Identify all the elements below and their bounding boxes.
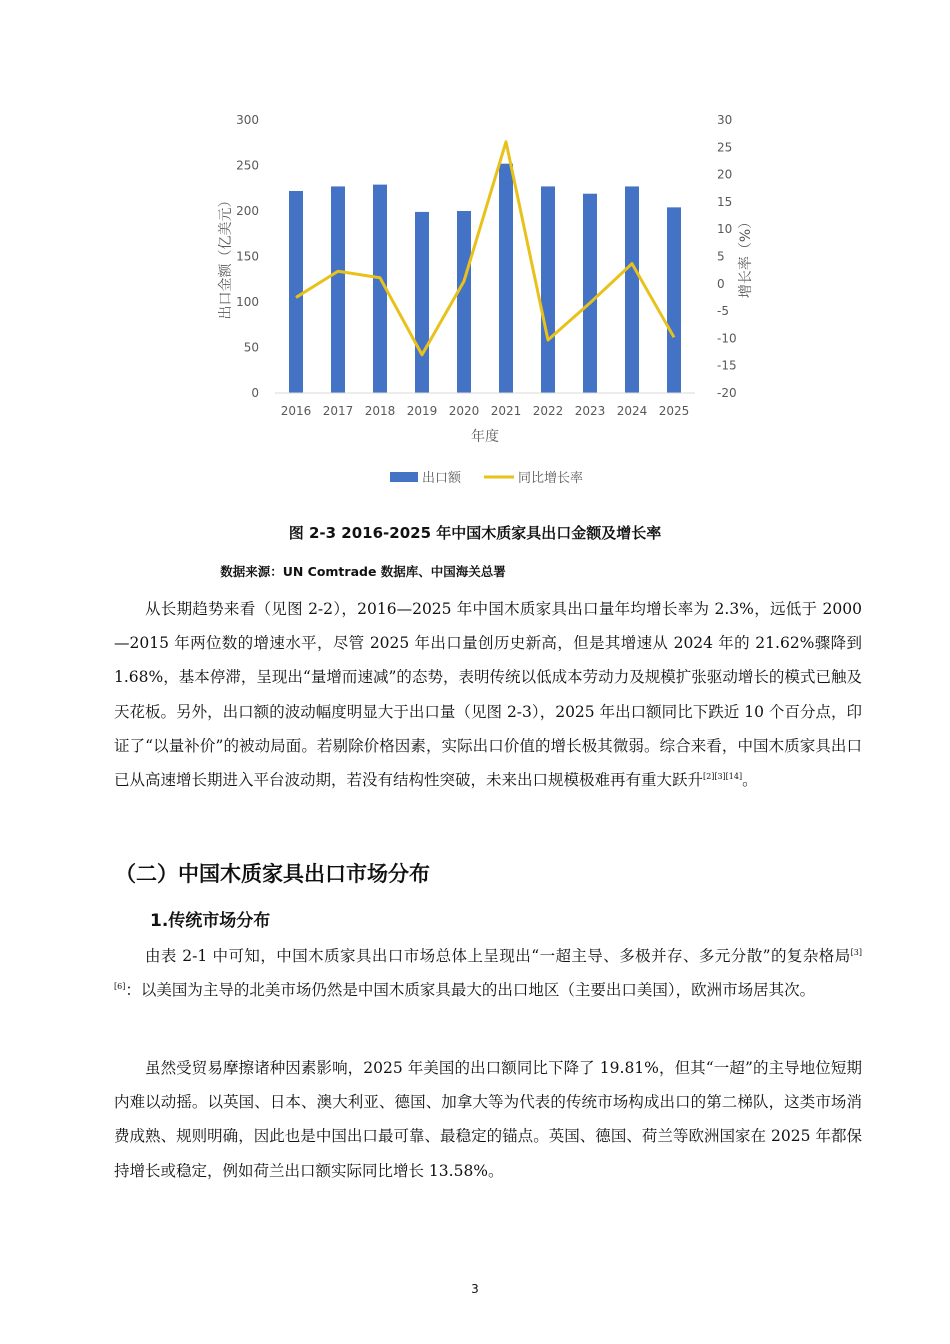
chart-legend bbox=[390, 470, 583, 486]
y2-tick-label: 15 bbox=[717, 194, 733, 209]
paragraph-end: 。 bbox=[742, 771, 758, 790]
export-chart bbox=[200, 100, 760, 500]
paragraph-trend bbox=[114, 592, 862, 797]
bar bbox=[499, 164, 513, 393]
paragraph-text: 从长期趋势来看（见图 2-2），2016—2025 年中国木质家具出口量年均增长率为 2.3%，远低于 2000—2015 年两位数的增速水平，尽管 2025 年出口量创历史新高，但是其增速从 2024 年的 21.62%骤降到 1.68%，基本停滞，呈现出“量增而速减”的态势，表明传统以低成本劳动力及规模扩张驱动增长的模式已触及天花板。另外，出口额的波动幅度明显大于出口量（见图 2-3），2025 年出口额同比下跌近 10 个百分点，印证了“以量补价”的被动局面。若剔除价格因素，实际出口价值的增长极其微弱。综合来看，中国木质家具出口已从高速增长期进入平台波动期，若没有结构性突破，未来出口规模极难再有重大跃升 bbox=[114, 600, 862, 790]
x-tick-label: 2019 bbox=[406, 404, 438, 418]
x-tick-label: 2020 bbox=[448, 404, 480, 418]
bar bbox=[583, 194, 597, 393]
right-axis-ticks bbox=[717, 113, 737, 400]
paragraph-text-cont: ：以美国为主导的北美市场仍然是中国木质家具最大的出口地区（主要出口美国），欧洲市场居其次。 bbox=[125, 981, 816, 1000]
bar-series bbox=[289, 164, 681, 393]
legend-bar-swatch bbox=[390, 472, 418, 482]
x-tick-label: 2021 bbox=[490, 404, 522, 418]
y2-tick-label: 5 bbox=[717, 249, 725, 264]
bar bbox=[541, 186, 555, 393]
x-tick-label: 2018 bbox=[364, 404, 396, 418]
bar bbox=[415, 212, 429, 393]
x-axis-ticks bbox=[281, 404, 690, 418]
paragraph-text: 由表 2-1 中可知，中国木质家具出口市场总体上呈现出“一超主导、多极并存、多元分散”的复杂格局 bbox=[145, 947, 851, 965]
subsection-heading: 1.传统市场分布 bbox=[150, 911, 271, 931]
y-tick-label: 250 bbox=[236, 158, 259, 173]
bar bbox=[625, 186, 639, 393]
left-axis-ticks bbox=[236, 113, 259, 400]
figure-caption: 图 2-3 2016-2025 年中国木质家具出口金额及增长率 bbox=[288, 524, 662, 542]
y2-tick-label: -20 bbox=[717, 386, 737, 400]
x-tick-label: 2025 bbox=[658, 404, 690, 418]
paragraph-us-market: 虽然受贸易摩擦诸种因素影响，2025 年美国的出口额同比下降了 19.81%，但其“一超”的主导地位短期内难以动摇。以英国、日本、澳大利亚、德国、加拿大等为代表的传统市场构成出口的第二梯队，这类市场消费成熟、规则明确，因此也是中国出口最可靠、最稳定的锚点。英国、德国、荷兰等欧洲国家在 2025 年都保持增长或稳定，例如荷兰出口额实际同比增长 13.58%。 bbox=[114, 1059, 862, 1180]
y-tick-label: 50 bbox=[243, 340, 259, 355]
bar bbox=[667, 207, 681, 393]
citation: [2][3][14] bbox=[703, 772, 743, 782]
y-tick-label: 300 bbox=[236, 113, 259, 127]
bar bbox=[289, 191, 303, 393]
y2-axis-label: 增长率（%） bbox=[738, 214, 754, 299]
x-tick-label: 2024 bbox=[616, 404, 648, 418]
legend-bar-label: 出口额 bbox=[422, 471, 462, 486]
paragraph-market bbox=[114, 939, 862, 1007]
legend-line-label: 同比增长率 bbox=[518, 471, 584, 486]
bar bbox=[457, 211, 471, 393]
y2-tick-label: 30 bbox=[717, 113, 733, 127]
y2-tick-label: 25 bbox=[717, 140, 733, 155]
x-tick-label: 2017 bbox=[322, 404, 354, 418]
y2-tick-label: -10 bbox=[717, 331, 737, 346]
y-axis-label: 出口金额（亿美元） bbox=[218, 193, 234, 320]
figure-source: 数据来源：UN Comtrade 数据库、中国海关总署 bbox=[220, 564, 506, 579]
y2-tick-label: -5 bbox=[717, 304, 729, 319]
section-heading: （二）中国木质家具出口市场分布 bbox=[115, 862, 430, 886]
y-tick-label: 150 bbox=[236, 249, 259, 264]
citation: [3][6] bbox=[114, 948, 862, 992]
y-tick-label: 200 bbox=[236, 204, 259, 218]
y2-tick-label: -15 bbox=[717, 358, 737, 373]
bar bbox=[331, 186, 345, 393]
page-number: 3 bbox=[471, 1282, 479, 1296]
x-tick-label: 2023 bbox=[574, 404, 606, 418]
y2-tick-label: 10 bbox=[717, 222, 733, 237]
y2-tick-label: 20 bbox=[717, 167, 733, 182]
x-tick-label: 2016 bbox=[280, 404, 312, 418]
x-axis-label: 年度 bbox=[471, 429, 499, 445]
growth-rate-line bbox=[296, 142, 674, 355]
y2-tick-label: 0 bbox=[717, 276, 725, 291]
x-tick-label: 2022 bbox=[532, 404, 564, 418]
y-tick-label: 100 bbox=[236, 295, 259, 309]
y-tick-label: 0 bbox=[251, 386, 259, 400]
